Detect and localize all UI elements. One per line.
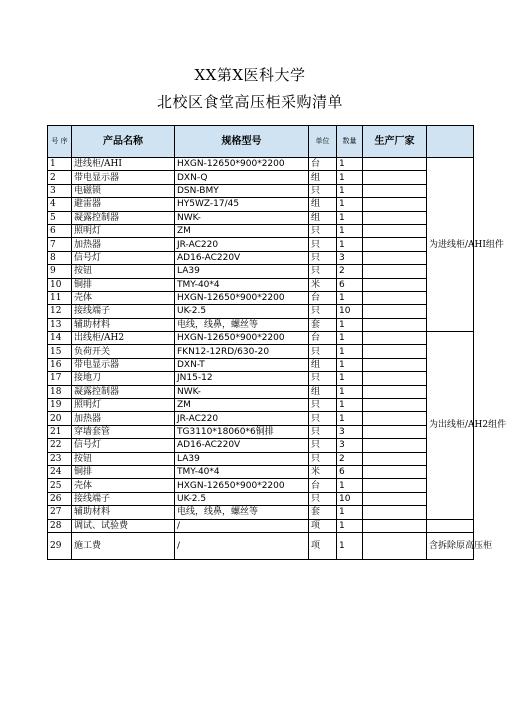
row-number-cell: 24 [48, 465, 72, 478]
unit-cell: 组 [309, 171, 337, 184]
manufacturer-cell [363, 158, 427, 171]
row-number-cell: 20 [48, 412, 72, 425]
unit-cell: 只 [309, 305, 337, 318]
unit-cell: 只 [309, 425, 337, 438]
table-row [48, 425, 474, 438]
unit-cell: 只 [309, 439, 337, 452]
unit-cell: 组 [309, 211, 337, 224]
quantity-cell: 1 [337, 184, 363, 197]
product-name-cell: 凝露控制器 [72, 385, 175, 398]
table-row [48, 332, 474, 345]
manufacturer-cell [363, 211, 427, 224]
row-number-cell: 1 [48, 158, 72, 171]
product-name-cell: 负荷开关 [72, 345, 175, 358]
product-name-cell: 按钮 [72, 265, 175, 278]
quantity-cell: 1 [337, 479, 363, 492]
manufacturer-cell [363, 184, 427, 197]
table-row [48, 278, 474, 291]
table-row [48, 519, 474, 532]
row-number-cell: 8 [48, 251, 72, 264]
product-name-cell: 按钮 [72, 452, 175, 465]
unit-cell: 只 [309, 399, 337, 412]
quantity-cell: 1 [337, 399, 363, 412]
model-spec-cell: TG3110*18060*6铜排 [175, 425, 309, 438]
row-number-cell: 4 [48, 198, 72, 211]
row-number-cell: 22 [48, 439, 72, 452]
model-spec-cell: AD16-AC220V [175, 439, 309, 452]
table-row [48, 479, 474, 492]
document-title: XX第X医科大学 [194, 66, 306, 84]
manufacturer-cell [363, 506, 427, 519]
header-model: 规格型号 [175, 126, 309, 158]
product-name-cell: 出线柜/AH2 [72, 332, 175, 345]
model-spec-cell: NWK- [175, 211, 309, 224]
model-spec-cell: ZM [175, 399, 309, 412]
manufacturer-cell [363, 332, 427, 345]
model-spec-cell: TMY-40*4 [175, 465, 309, 478]
quantity-cell: 3 [337, 425, 363, 438]
row-number-cell: 25 [48, 479, 72, 492]
unit-cell: 项 [309, 519, 337, 532]
quantity-cell: 1 [337, 318, 363, 331]
header-maker: 生产厂家 [363, 126, 427, 158]
model-spec-cell: / [175, 519, 309, 532]
table-row [48, 224, 474, 237]
manufacturer-cell [363, 238, 427, 251]
product-name-cell: 壳体 [72, 479, 175, 492]
unit-cell: 只 [309, 224, 337, 237]
quantity-cell: 6 [337, 465, 363, 478]
product-name-cell: 铜排 [72, 465, 175, 478]
model-spec-cell: ZM [175, 224, 309, 237]
unit-cell: 只 [309, 184, 337, 197]
row-number-cell: 2 [48, 171, 72, 184]
model-spec-cell: HXGN-12650*900*2200 [175, 158, 309, 171]
quantity-cell: 2 [337, 452, 363, 465]
row-number-cell: 5 [48, 211, 72, 224]
product-name-cell: 信号灯 [72, 439, 175, 452]
unit-cell: 只 [309, 492, 337, 505]
manufacturer-cell [363, 492, 427, 505]
unit-cell: 只 [309, 452, 337, 465]
unit-cell: 台 [309, 479, 337, 492]
unit-cell: 组 [309, 358, 337, 371]
document-subtitle: 北校区食堂高压柜采购清单 [156, 93, 343, 111]
table-row [48, 184, 474, 197]
product-name-cell: 照明灯 [72, 399, 175, 412]
remark-cell [427, 519, 474, 532]
model-spec-cell: NWK- [175, 385, 309, 398]
header-unit: 单位 [309, 126, 337, 158]
row-number-cell: 10 [48, 278, 72, 291]
unit-cell: 组 [309, 198, 337, 211]
row-number-cell: 21 [48, 425, 72, 438]
row-number-cell: 27 [48, 506, 72, 519]
model-spec-cell: TMY-40*4 [175, 278, 309, 291]
quantity-cell: 1 [337, 385, 363, 398]
manufacturer-cell [363, 412, 427, 425]
quantity-cell: 10 [337, 305, 363, 318]
row-number-cell: 29 [48, 532, 72, 559]
manufacturer-cell [363, 532, 427, 559]
unit-cell: 只 [309, 265, 337, 278]
quantity-cell: 1 [337, 211, 363, 224]
table-row [48, 238, 474, 251]
manufacturer-cell [363, 251, 427, 264]
manufacturer-cell [363, 198, 427, 211]
product-name-cell: 进线柜/AHI [72, 158, 175, 171]
product-name-cell: 壳体 [72, 291, 175, 304]
unit-cell: 台 [309, 158, 337, 171]
quantity-cell: 1 [337, 291, 363, 304]
row-number-cell: 18 [48, 385, 72, 398]
model-spec-cell: JR-AC220 [175, 412, 309, 425]
row-number-cell: 15 [48, 345, 72, 358]
row-number-cell: 7 [48, 238, 72, 251]
model-spec-cell: FKN12-12RD/630-20 [175, 345, 309, 358]
header-name: 产品名称 [72, 126, 175, 158]
table-row [48, 399, 474, 412]
row-number-cell: 26 [48, 492, 72, 505]
product-name-cell: 照明灯 [72, 224, 175, 237]
model-spec-cell: 电线，线鼻，螺丝等 [175, 506, 309, 519]
quantity-cell: 1 [337, 358, 363, 371]
table-row [48, 198, 474, 211]
quantity-cell: 1 [337, 171, 363, 184]
manufacturer-cell [363, 479, 427, 492]
table-row [48, 265, 474, 278]
group-note-incoming: 为进线柜/AHI组件 [427, 158, 474, 332]
row-number-cell: 16 [48, 358, 72, 371]
product-name-cell: 穿墙套管 [72, 425, 175, 438]
quantity-cell: 1 [337, 532, 363, 559]
product-name-cell: 带电显示器 [72, 171, 175, 184]
unit-cell: 套 [309, 318, 337, 331]
product-name-cell: 铜排 [72, 278, 175, 291]
quantity-cell: 2 [337, 265, 363, 278]
model-spec-cell: HXGN-12650*900*2200 [175, 291, 309, 304]
unit-cell: 只 [309, 372, 337, 385]
header-remark [427, 126, 474, 158]
model-spec-cell: DXN-T [175, 358, 309, 371]
table-row [48, 412, 474, 425]
manufacturer-cell [363, 425, 427, 438]
model-spec-cell: LA39 [175, 452, 309, 465]
manufacturer-cell [363, 305, 427, 318]
table-header-row [48, 126, 474, 158]
product-name-cell: 调试、试验费 [72, 519, 175, 532]
table-row [48, 385, 474, 398]
product-name-cell: 带电显示器 [72, 358, 175, 371]
table-row [48, 158, 474, 171]
quantity-cell: 3 [337, 251, 363, 264]
group-note-outgoing: 为出线柜/AH2组件 [427, 332, 474, 519]
quantity-cell: 1 [337, 412, 363, 425]
table-row [48, 439, 474, 452]
manufacturer-cell [363, 171, 427, 184]
unit-cell: 米 [309, 465, 337, 478]
quantity-cell: 10 [337, 492, 363, 505]
unit-cell: 只 [309, 412, 337, 425]
manufacturer-cell [363, 265, 427, 278]
product-name-cell: 加热器 [72, 238, 175, 251]
unit-cell: 只 [309, 251, 337, 264]
model-spec-cell: UK-2.5 [175, 492, 309, 505]
model-spec-cell: JR-AC220 [175, 238, 309, 251]
row-number-cell: 12 [48, 305, 72, 318]
table-row [48, 358, 474, 371]
manufacturer-cell [363, 439, 427, 452]
product-name-cell: 加热器 [72, 412, 175, 425]
table-row [48, 318, 474, 331]
model-spec-cell: HXGN-12650*900*2200 [175, 479, 309, 492]
manufacturer-cell [363, 452, 427, 465]
table-row [48, 452, 474, 465]
product-name-cell: 接线端子 [72, 305, 175, 318]
manufacturer-cell [363, 399, 427, 412]
unit-cell: 只 [309, 345, 337, 358]
manufacturer-cell [363, 318, 427, 331]
row-number-cell: 9 [48, 265, 72, 278]
table-row [48, 465, 474, 478]
quantity-cell: 1 [337, 345, 363, 358]
product-name-cell: 辅助材料 [72, 318, 175, 331]
table-row [48, 291, 474, 304]
product-name-cell: 施工费 [72, 532, 175, 559]
row-number-cell: 14 [48, 332, 72, 345]
unit-cell: 组 [309, 385, 337, 398]
product-name-cell: 信号灯 [72, 251, 175, 264]
header-qty: 数量 [337, 126, 363, 158]
unit-cell: 米 [309, 278, 337, 291]
quantity-cell: 6 [337, 278, 363, 291]
model-spec-cell: LA39 [175, 265, 309, 278]
model-spec-cell: AD16-AC220V [175, 251, 309, 264]
product-name-cell: 接线端子 [72, 492, 175, 505]
model-spec-cell: DXN-Q [175, 171, 309, 184]
model-spec-cell: HY5WZ-17/45 [175, 198, 309, 211]
unit-cell: 台 [309, 332, 337, 345]
manufacturer-cell [363, 345, 427, 358]
table-row [48, 211, 474, 224]
table-row [48, 372, 474, 385]
product-name-cell: 避雷器 [72, 198, 175, 211]
row-number-cell: 6 [48, 224, 72, 237]
table-row [48, 506, 474, 519]
table-row [48, 171, 474, 184]
quantity-cell: 3 [337, 439, 363, 452]
row-number-cell: 3 [48, 184, 72, 197]
model-spec-cell: 电线，线鼻，螺丝等 [175, 318, 309, 331]
model-spec-cell: / [175, 532, 309, 559]
quantity-cell: 1 [337, 519, 363, 532]
manufacturer-cell [363, 291, 427, 304]
quantity-cell: 1 [337, 224, 363, 237]
manufacturer-cell [363, 358, 427, 371]
row-number-cell: 11 [48, 291, 72, 304]
table-row [48, 251, 474, 264]
manufacturer-cell [363, 519, 427, 532]
manufacturer-cell [363, 385, 427, 398]
product-name-cell: 凝露控制器 [72, 211, 175, 224]
header-seq: 号 序 [48, 126, 72, 158]
table-row [48, 305, 474, 318]
quantity-cell: 1 [337, 198, 363, 211]
table-body [48, 158, 506, 560]
unit-cell: 台 [309, 291, 337, 304]
quantity-cell: 1 [337, 506, 363, 519]
model-spec-cell: DSN-BMY [175, 184, 309, 197]
manufacturer-cell [363, 372, 427, 385]
unit-cell: 套 [309, 506, 337, 519]
quantity-cell: 1 [337, 332, 363, 345]
quantity-cell: 1 [337, 238, 363, 251]
model-spec-cell: HXGN-12650*900*2200 [175, 332, 309, 345]
unit-cell: 项 [309, 532, 337, 559]
row-number-cell: 23 [48, 452, 72, 465]
model-spec-cell: UK-2.5 [175, 305, 309, 318]
product-name-cell: 电磁锁 [72, 184, 175, 197]
unit-cell: 只 [309, 238, 337, 251]
product-name-cell: 接地刀 [72, 372, 175, 385]
table-row [48, 532, 474, 559]
row-number-cell: 13 [48, 318, 72, 331]
row-number-cell: 28 [48, 519, 72, 532]
product-name-cell: 辅助材料 [72, 506, 175, 519]
manufacturer-cell [363, 465, 427, 478]
purchase-table [47, 125, 506, 560]
remark-demolition: 含拆除原高压柜 [427, 532, 474, 559]
table-row [48, 345, 474, 358]
manufacturer-cell [363, 224, 427, 237]
table-row [48, 492, 474, 505]
row-number-cell: 19 [48, 399, 72, 412]
quantity-cell: 1 [337, 372, 363, 385]
row-number-cell: 17 [48, 372, 72, 385]
manufacturer-cell [363, 278, 427, 291]
model-spec-cell: JN15-12 [175, 372, 309, 385]
quantity-cell: 1 [337, 158, 363, 171]
